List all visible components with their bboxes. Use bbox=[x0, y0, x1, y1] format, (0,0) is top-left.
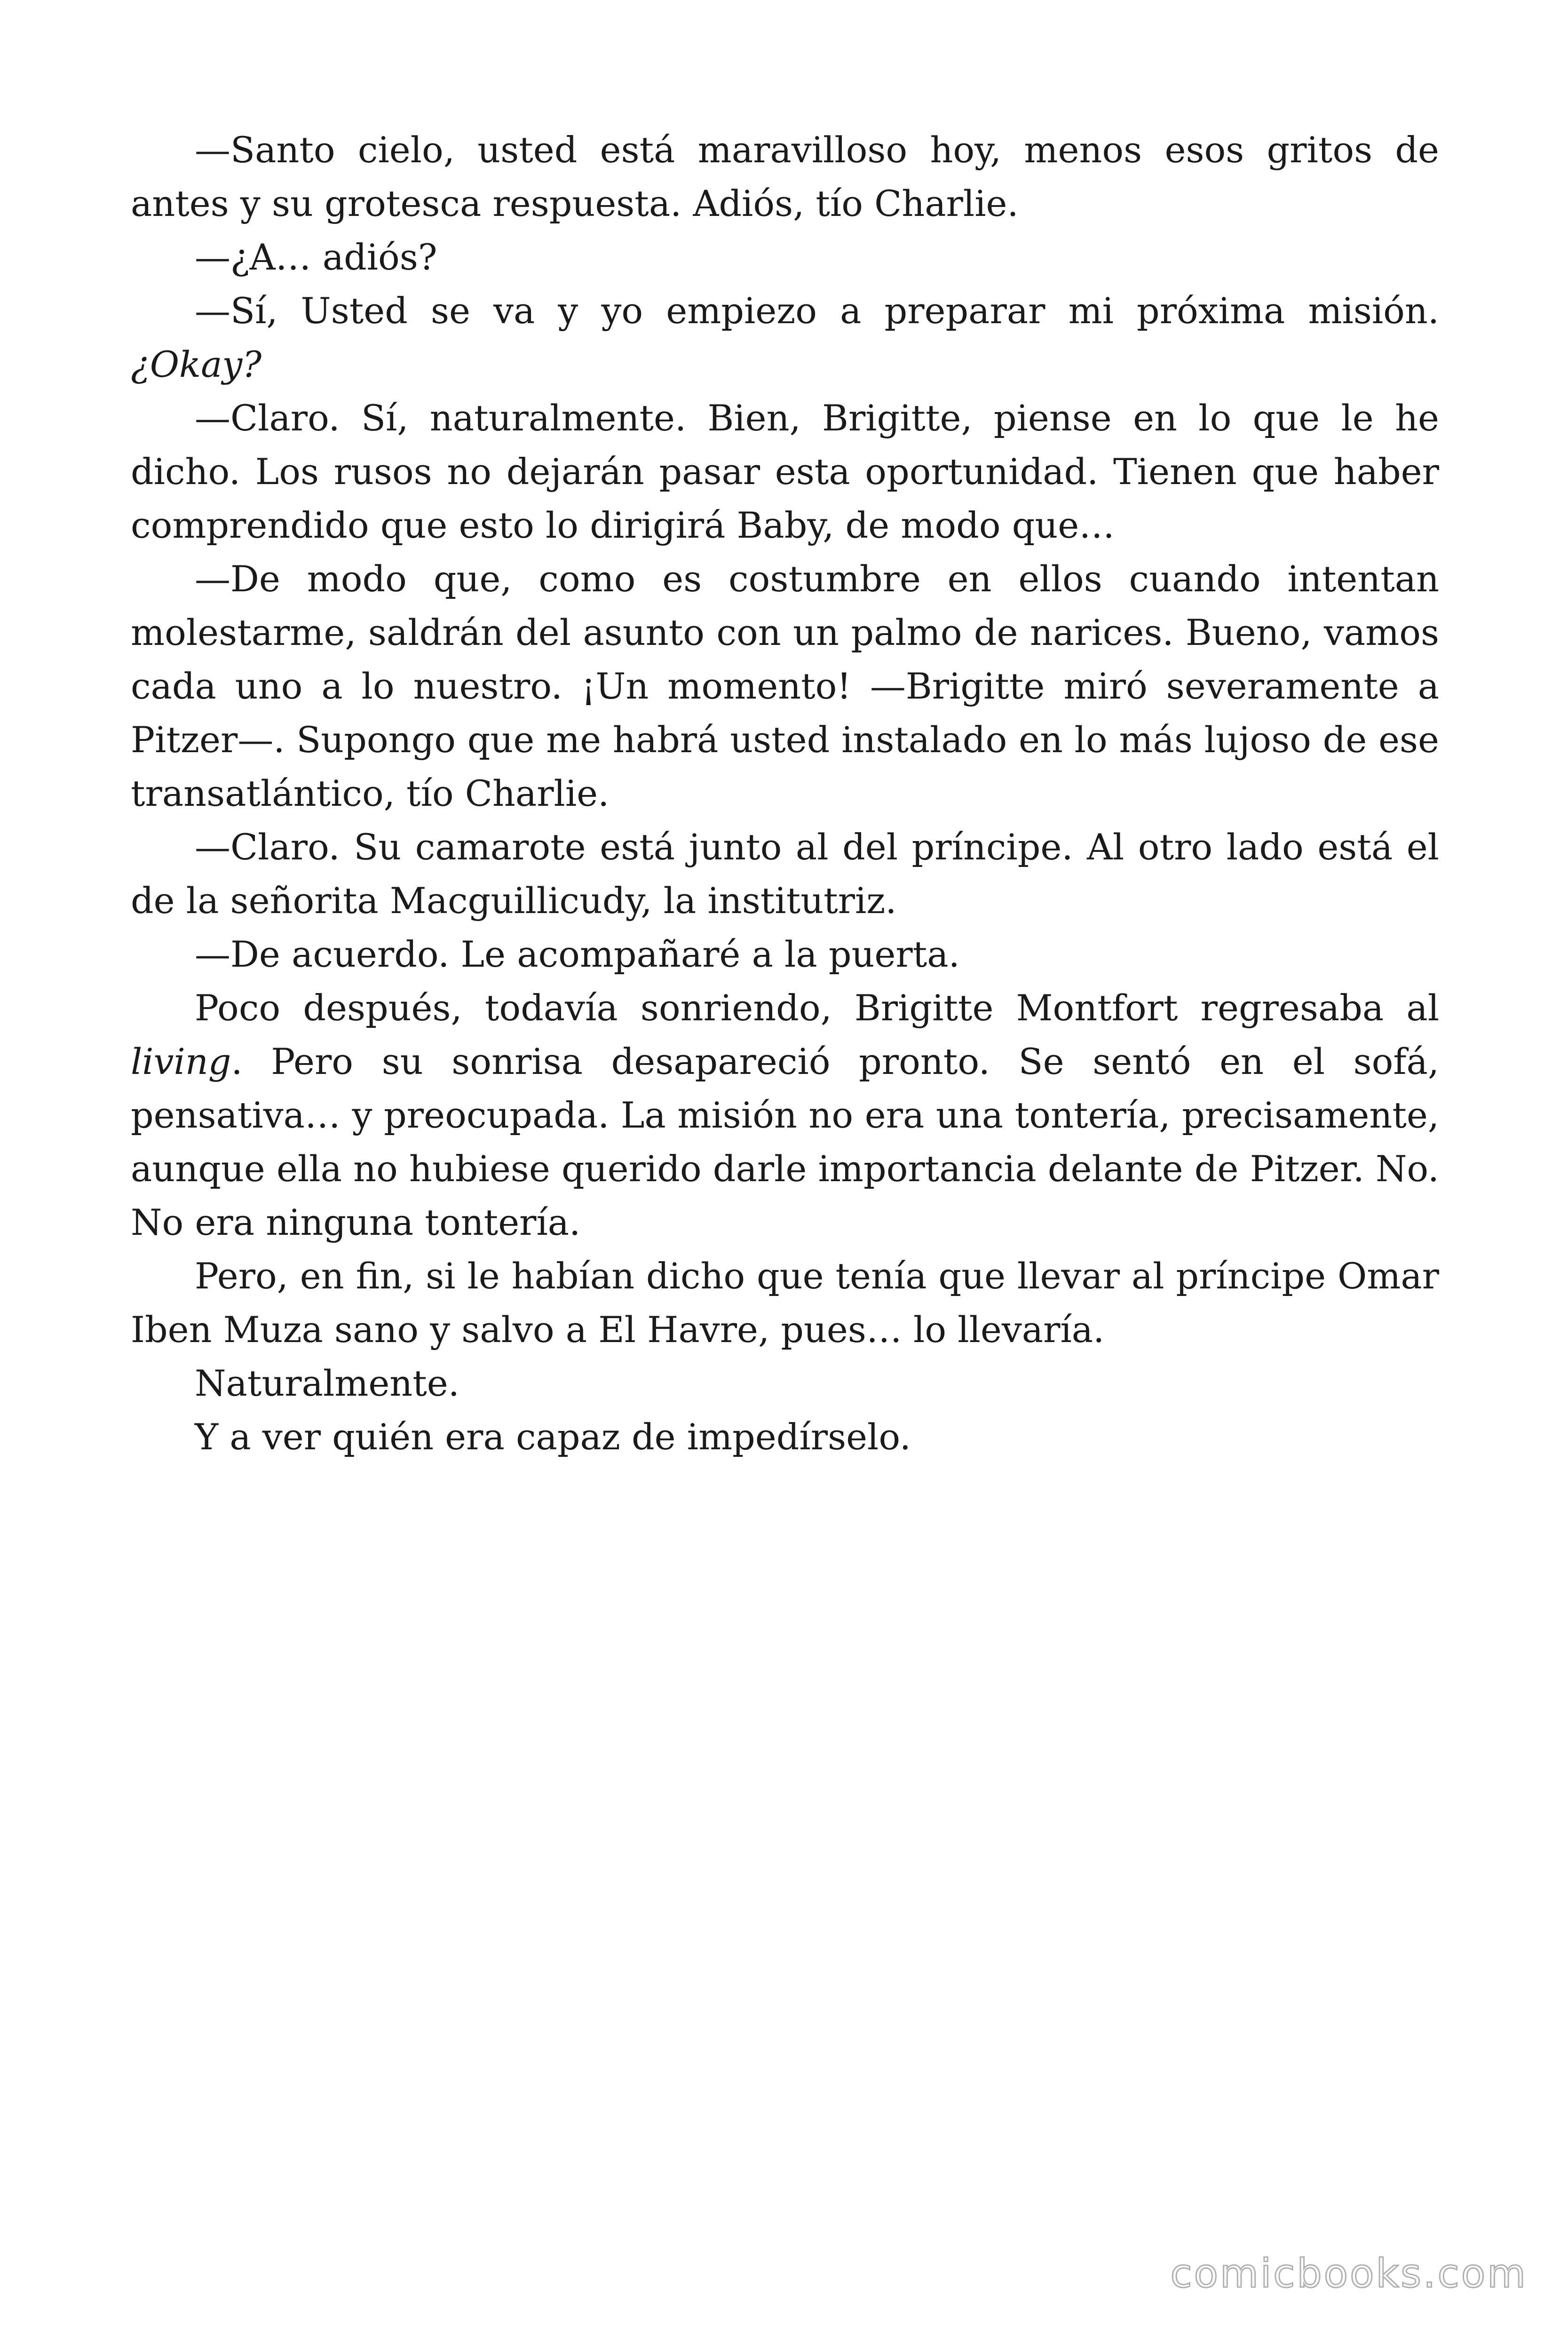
paragraph-text: Poco después, todavía sonriendo, Brigitte Montfort regresaba al bbox=[195, 987, 1439, 1029]
paragraph bbox=[131, 391, 1439, 552]
paragraph bbox=[131, 1410, 1439, 1464]
paragraph-text: —Sí, Usted se va y yo empiezo a preparar mi próxima misión. bbox=[195, 290, 1439, 332]
italic-text: living bbox=[131, 1041, 231, 1082]
paragraph-text: —De modo que, como es costumbre en ellos cuando intentan molestarme, saldrán del asunto con un palmo de narices. Bueno, vamos cada uno a lo nuestro. ¡Un momento! —Brigitte miró severamente a Pitzer—. Supongo que me habrá usted instalado en lo más lujoso de ese transatlántico, tío Charlie. bbox=[131, 558, 1439, 814]
paragraph-text: —Santo cielo, usted está maravilloso hoy, menos esos gritos de antes y su grotesca respuesta. Adiós, tío Charlie. bbox=[131, 129, 1439, 224]
paragraph-text: . Pero su sonrisa desapareció pronto. Se sentó en el sofá, pensativa… y preocupada. La misión no era una tontería, precisamente, aunque ella no hubiese querido darle importancia delante de Pitzer. No. No era ninguna tontería. bbox=[131, 1041, 1439, 1243]
body-text bbox=[131, 123, 1439, 1464]
paragraph-text: —Claro. Sí, naturalmente. Bien, Brigitte, piense en lo que le he dicho. Los rusos no dejarán pasar esta oportunidad. Tienen que haber comprendido que esto lo dirigirá Baby, de modo que… bbox=[131, 397, 1439, 546]
paragraph bbox=[131, 1357, 1439, 1410]
paragraph bbox=[131, 552, 1439, 820]
paragraph-text: —Claro. Su camarote está junto al del príncipe. Al otro lado está el de la señorita Macguillicudy, la institutriz. bbox=[131, 826, 1439, 922]
italic-text: ¿Okay? bbox=[131, 343, 262, 385]
paragraph bbox=[131, 1249, 1439, 1357]
paragraph bbox=[131, 230, 1439, 284]
paragraph-text: Naturalmente. bbox=[195, 1362, 459, 1404]
paragraph bbox=[131, 123, 1439, 230]
paragraph-text: Pero, en fin, si le habían dicho que tenía que llevar al príncipe Omar Iben Muza sano y salvo a El Havre, pues… lo llevaría. bbox=[131, 1255, 1439, 1351]
paragraph-text: —De acuerdo. Le acompañaré a la puerta. bbox=[195, 933, 960, 975]
paragraph bbox=[131, 284, 1439, 391]
paragraph bbox=[131, 928, 1439, 981]
watermark: comicbooks.com bbox=[1170, 2250, 1528, 2296]
paragraph bbox=[131, 820, 1439, 928]
paragraph-text: Y a ver quién era capaz de impedírselo. bbox=[195, 1416, 911, 1458]
paragraph bbox=[131, 981, 1439, 1249]
paragraph-text: —¿A… adiós? bbox=[195, 236, 437, 278]
